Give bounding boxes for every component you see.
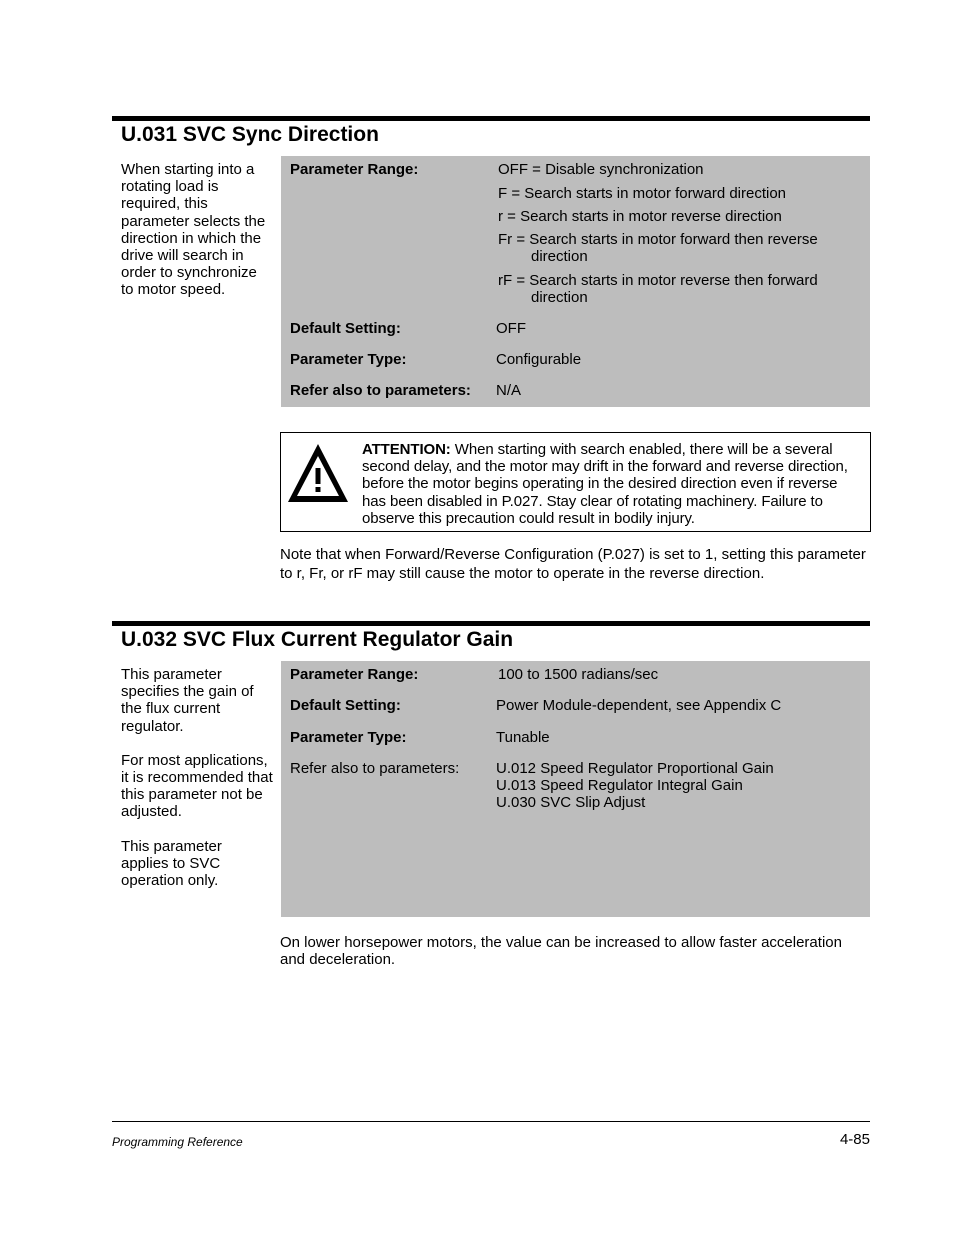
attention-box [280,432,871,532]
footer-rule [112,1121,870,1122]
footer-title: Programming Reference [112,1135,243,1149]
default-setting-label: Default Setting: [290,697,401,714]
range-value-f: F = Search starts in motor forward direction [498,184,787,202]
section-note-u031: Note that when Forward/Reverse Configuration (P.027) is set to 1, setting this parameter to r, Fr, or rF may still cause the motor to operate in the reverse direction. [280,546,866,582]
section-title-u032: U.032 SVC Flux Current Regulator Gain [121,628,514,651]
refer-also-item: U.012 Speed Regulator Proportional Gain [496,760,774,777]
range-value-r: r = Search starts in motor reverse direction [498,207,782,225]
param-range-label: Parameter Range: [290,666,419,683]
description-paragraph: This parameter applies to SVC operation only. [121,837,222,890]
param-range-label: Parameter Range: [290,161,419,178]
description-paragraph: This parameter specifies the gain of the flux current regulator. [121,666,254,735]
range-value-off: OFF = Disable synchronization [498,161,704,178]
parameter-type-value: Tunable [496,729,550,746]
range-value-rf-cont: direction [531,289,588,306]
section-note-u032: On lower horsepower motors, the value can be increased to allow faster acceleration and deceleration. [280,934,842,969]
page-number: 4-85 [839,1131,870,1148]
param-range-values [498,161,858,306]
refer-also-item: U.030 SVC Slip Adjust [496,794,646,812]
parameter-type-label: Parameter Type: [290,729,407,746]
refer-also-label: Refer also to parameters: [290,760,460,777]
refer-also-value: N/A [496,382,522,399]
attention-message [362,441,862,527]
section-rule-u032 [112,621,870,626]
param-range-value: 100 to 1500 radians/sec [498,666,659,683]
refer-also-list [496,760,856,812]
parameter-table-u031 [281,156,870,407]
range-value-rf: rF = Search starts in motor reverse then forward [498,271,818,289]
attention-body: When starting with search enabled, there will be a several second delay, and the motor may drift in the forward and reverse direction, before the motor begins operating in the desired direction even if reverse has been disabled in P.027. Stay clear of rotating machinery. Failure to observe this precaution could result in bodily injury. [362,441,848,527]
range-value-fr: Fr = Search starts in motor forward then reverse [498,230,818,248]
default-setting-value: OFF [496,320,526,337]
section-title-u031: U.031 SVC Sync Direction [121,123,379,146]
description-paragraph: For most applications, it is recommended that this parameter not be adjusted. [121,751,273,821]
default-setting-value: Power Module-dependent, see Appendix C [496,697,782,714]
refer-also-label: Refer also to parameters: [290,382,471,399]
section-description-u031: When starting into a rotating load is required, this parameter selects the direction in which the drive will search in order to synchronize to motor speed. [121,161,266,299]
parameter-table-u032 [281,661,870,917]
default-setting-label: Default Setting: [290,320,401,337]
section-rule-u031 [112,116,870,121]
refer-also-item: U.013 Speed Regulator Integral Gain [496,777,743,795]
parameter-type-label: Parameter Type: [290,351,407,368]
warning-triangle-icon [285,440,351,506]
range-value-fr-cont: direction [531,248,588,265]
parameter-type-value: Configurable [496,351,582,368]
section-description-u032 [121,666,273,889]
attention-label: ATTENTION: [362,441,451,458]
